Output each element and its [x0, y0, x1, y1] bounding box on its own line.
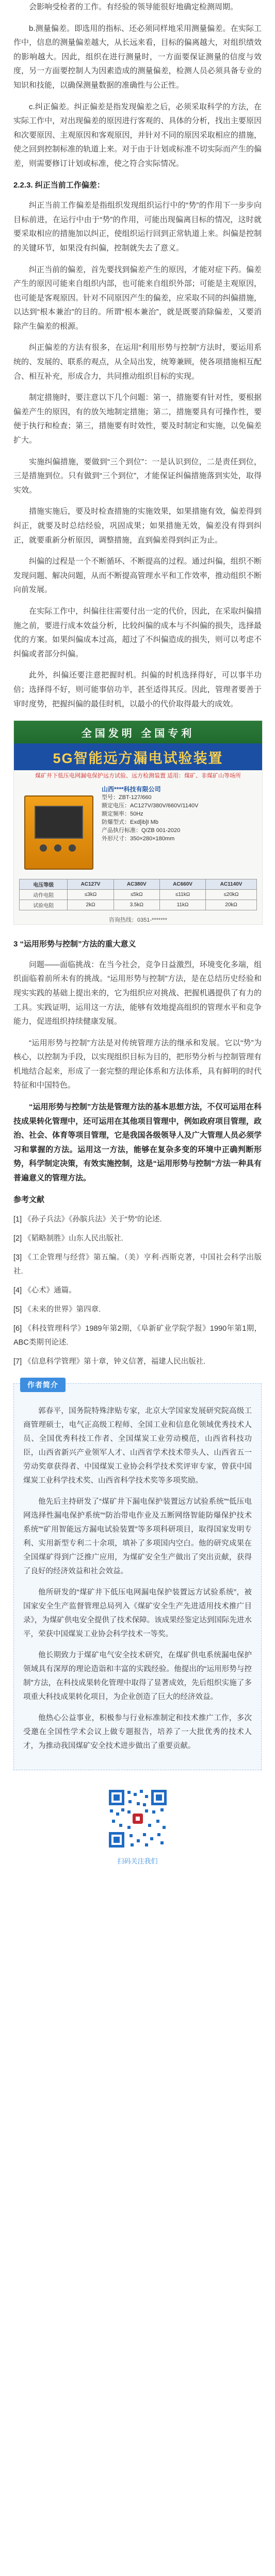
reference-item: [3] 《工企管理与经营》第五编。（美）亨利·西斯克著，中国社会科学出版社.	[13, 1253, 262, 1276]
paragraph: c.纠正偏差。纠正偏差是指发现偏差之后，必须采取科学的方法，在实际工作中，对出现偏差的原因进行客观的、具体的分析，找出主要原因和次要原因、主观原因和客观原因，并针对不同的原因采取相应的措施，使之回到控制标准的轨道上来。对于由于计划或标准不切实际而产生的偏差，则需要修订计划或标准，使之符合实际情况。	[13, 102, 262, 168]
section3-paragraphs	[13, 958, 262, 1093]
advertisement-banner[interactable]	[13, 720, 263, 925]
ad-table-cell: ≤11kΩ	[159, 890, 205, 900]
qr-code[interactable]	[105, 1786, 171, 1852]
author-paragraph: 他长期致力于煤矿电气安全技术研究，在煤矿供电系统漏电保护领域具有深厚的理论造诣和丰富的实践经验。他提出的“运用形势与控制”方法，在科技成果转化管理中取得了显著成效，先后组织实施了多项重大科技成果转化项目，为企业创造了巨大的经济效益。	[23, 1651, 252, 1702]
reference-item: [4] 《心术》通篇。	[13, 1286, 76, 1295]
paragraph: 在实际工作中，纠偏往往需要付出一定的代价，因此，在采取纠偏措施之前，要进行成本效益分析，比较纠偏的成本与不纠偏的损失，选择最优的方案。如果纠偏成本过高，超过了不纠偏造成的损失，则可以考虑不纠偏或者部分纠偏。	[13, 606, 262, 658]
paragraph: 纠正当前工作偏差是指组织发现组织运行中的“势”的作用下一步步向目标前进，在运行中由于“势”的作用，可能出现偏离目标的情况，这时就要采取相应的措施加以纠正，使组织运行回到正常轨道上来。纠偏是控制的关键环节，如果没有纠偏，控制就失去了意义。	[13, 201, 262, 252]
ad-table-cell: 11kΩ	[159, 900, 205, 910]
ad-spec-line: 额定电压：AC127V/380V/660V/1140V	[102, 803, 199, 809]
ad-table-header-cell: AC380V	[114, 879, 159, 890]
paragraph: b.测量偏差。即选用的指标、还必须同样地采用测量偏差。在实际工作中，信息的测量偏差越大，从长远来看，目标的偏离越大，对组织绩效的影响越大。因此，组织在进行测量时，一方面要保证测量的信度与效度，另一方面要控制人为因素造成的测量偏差，检测人员必须具备专业的知识和技能，以确保测量数据的准确性与公正性。	[13, 24, 262, 90]
references-list	[13, 1213, 262, 1369]
ad-table-cell: 3.5kΩ	[114, 900, 159, 910]
reference-item: [2] 《韬略制胜》山东人民出版社.	[13, 1234, 123, 1243]
device-image	[19, 785, 96, 873]
ad-spec-list	[102, 793, 257, 843]
ad-table-header-cell: AC660V	[159, 879, 205, 890]
ad-spec-line: 外形尺寸：350×280×180mm	[102, 836, 175, 842]
paragraph: 制定措施时，要注意以下几个问题：第一，措施要有针对性，要根据偏差产生的原因，有的放矢地制定措施；第二，措施要具有可操作性，要便于执行和检查；第三，措施要有时效性，要及时制定和实施，以免偏差扩大。	[13, 393, 262, 445]
author-paragraph: 他先后主持研发了“煤矿井下漏电保护装置远方试验系统”“低压电网选择性漏电保护系统”“防治带电作业及五断网络智能防爆保护技术系统”“矿用智能远方漏电试验装置”等多项科研项目，取得国家发明专利、实用新型专利二十余项，填补了多项国内空白。他的研究成果在全国煤矿得到广泛推广应用，为煤矿安全生产做出了突出贡献，获得了良好的经济效益和社会效益。	[23, 1498, 252, 1576]
ad-table-header	[20, 879, 257, 890]
ad-company: 山西****科技有限公司	[102, 786, 161, 793]
ad-title: 5G智能远方漏电试验装置	[14, 743, 262, 770]
ad-spec-line: 额定频率：50Hz	[102, 811, 143, 818]
author-paragraphs	[23, 1404, 252, 1753]
section3-heading: 3 “运用形势与控制”方法的重大意义	[13, 940, 136, 949]
ad-spec-line: 产品执行标准：Q/ZB 001-2020	[102, 827, 181, 834]
reference-item: [1] 《孙子兵法》《孙膑兵法》关于“势”的论述.	[13, 1215, 162, 1224]
ad-table-header-cell: AC127V	[68, 879, 114, 890]
paragraph: 纠正偏差的方法有很多，在运用“利用形势与控制”方法时，要运用系统的、发展的、联系的观点，从全局出发，统筹兼顾，使各项措施相互配合、相互补充，形成合力，共同推动组织目标的实现。	[13, 343, 262, 381]
author-paragraph: 郭春平，国务院特殊津贴专家，北京大学国家发展研究院高级工商管理硕士，电气正高级工程师、全国工业和信息化领域优秀技术人员、全国优秀科技工作者、全国煤炭工业劳动模范，山西省科技功臣，山西省新兴产业领军人才、山西省学术技术带头人、山西省五一劳动奖章获得者、中国煤炭工业协会科学技术奖评审专家，曾获中国煤炭工业科学技术奖、山西省科学技术奖等多项奖励。	[23, 1407, 252, 1485]
ad-table-body	[20, 890, 257, 910]
section-heading: 2.2.3. 纠正当前工作偏差：	[13, 180, 105, 190]
paragraph: 措施实施后，要及时检查措施的实施效果，如果措施有效，偏差得到纠正，就要及时总结经验，巩固成果；如果措施无效，偏差没有得到纠正，就要重新分析原因，调整措施，直到偏差得到纠正为止。	[13, 507, 262, 545]
top-section	[13, 0, 262, 171]
ad-table-cell: 20kΩ	[206, 900, 257, 910]
paragraph: 实施纠偏措施，要做到“三个到位”：一是认识到位，二是责任到位，三是措施到位。只有做到“三个到位”，才能保证纠偏措施落到实处，取得实效。	[13, 457, 262, 495]
ad-table-header-cell: 电压等级	[20, 879, 68, 890]
author-paragraph: 他热心公益事业，积极参与行业标准制定和技术推广工作，多次受邀在全国性学术会议上做专题报告，培养了一大批优秀的技术人才，为推动我国煤矿安全技术进步做出了重要贡献。	[23, 1714, 252, 1751]
paragraph: 问题——面临挑战：在当今社会，竞争日益激烈，环境变化多端，组织面临着前所未有的挑战。“运用形势与控制”方法，是在总结历史经验和现实实践的基础上提出来的，它为组织应对挑战、把握机遇提供了有力的工具。实践证明，运用这一方法，能够有效地提高组织的管理水平和竞争能力，促进组织持续健康发展。	[13, 960, 262, 1026]
paragraph: 纠偏的过程是一个不断循环、不断提高的过程。通过纠偏，组织不断发现问题、解决问题，从而不断提高管理水平和工作效率，推动组织不断向前发展。	[13, 557, 262, 595]
ad-slogan: 全国发明 全国专利	[81, 727, 195, 739]
ad-table-row	[20, 900, 257, 910]
ad-subtitle: 煤矿井下低压电网漏电保护远方试验、远方检测装置 适用：煤矿、非煤矿山等场所	[35, 773, 241, 779]
ad-spec-line: 型号：ZBT-127/660	[102, 794, 152, 801]
qr-code-graphic	[107, 1788, 169, 1850]
paragraph: 此外，纠偏还要注意把握时机。纠偏的时机选择得好，可以事半功倍；选择得不好，则可能事倍功半，甚至适得其反。因此，管理者要善于审时度势，把握纠偏的最佳时机，以最小的代价取得最大的成效。	[13, 671, 262, 708]
references-heading: 参考文献	[13, 1195, 45, 1204]
ad-body	[14, 782, 262, 876]
ad-table-cell: 动作电阻	[20, 890, 68, 900]
ad-table-cell: ≤5kΩ	[114, 890, 159, 900]
ad-specs	[102, 785, 257, 873]
paragraph: 会影响受检者的工作。有经验的领导能很好地确定检测周期。	[29, 3, 238, 11]
reference-item: [6] 《科技管理科学》1989年第2期，《阜新矿业学院学报》1990年第1期，ABC类期刊论述.	[13, 1325, 262, 1347]
paragraph: “运用形势与控制”方法是对传统管理方法的继承和发展。它以“势”为核心，以控制为手段，以实现组织目标为目的，把形势分析与控制管理有机地结合起来，形成了一套完整的理论体系和方法体系，具有鲜明的时代特征和中国特色。	[13, 1038, 262, 1090]
ad-slogan-bar	[14, 721, 262, 743]
ad-table-cell: 2kΩ	[68, 900, 114, 910]
ad-table-cell: 试验电阻	[20, 900, 68, 910]
ad-footer: 咨询热线：0351-*******	[108, 917, 168, 924]
author-tag: 作者简介	[20, 1378, 66, 1392]
qr-caption: 扫码关注我们	[117, 1857, 158, 1866]
paragraph: 纠正当前的偏差，首先要找到偏差产生的原因，才能对症下药。偏差产生的原因可能来自组织内部，也可能来自组织外部；可能是主观原因，也可能是客观原因。针对不同原因产生的偏差，应采取不同的纠偏措施，以达到“根本兼治”的目的。所谓“根本兼治”，就是既要消除偏差，又要消除产生偏差的根源。	[13, 265, 262, 331]
bold-paragraph: “运用形势与控制”方法是管理方法的基本思想方法，不仅可运用在科技成果转化管理中，还可运用在其他项目管理中，例如政府项目管理，政治、社会、体育等项目管理，它是我国各级领导人及广大管理人员必须学习和掌握的方法。运用这一方法，能够在复杂多变的环境中正确判断形势，科学制定决策，有效实施控制，这是“运用形势与控制”方法一种具有普遍意义的管理方法。	[13, 1103, 262, 1183]
ad-table-cell: ≤3kΩ	[68, 890, 114, 900]
ad-spec-line: 防爆型式：Exd[ib]I Mb	[102, 819, 159, 826]
reference-item: [7] 《信息科学管理》第十章，钟义信著，福建人民出版社.	[13, 1358, 206, 1366]
ad-table-cell: ≤20kΩ	[206, 890, 257, 900]
ad-spec-table	[19, 879, 257, 910]
ad-table-row	[20, 890, 257, 900]
author-bio-box	[13, 1383, 262, 1770]
ad-table-header-cell: AC1140V	[206, 879, 257, 890]
section-paragraphs	[13, 198, 262, 711]
author-paragraph: 他所研发的“煤矿井下低压电网漏电保护装置远方试验系统”，被国家安全生产监督管理总局列入《煤矿安全生产先进适用技术推广目录》，为煤矿供电安全提供了技术保障。该成果经鉴定达到国际先进水平，荣获中国煤炭工业协会科学技术一等奖。	[23, 1588, 252, 1639]
reference-item: [5] 《未来的世界》第四章.	[13, 1306, 101, 1314]
qr-area	[13, 1786, 262, 1866]
